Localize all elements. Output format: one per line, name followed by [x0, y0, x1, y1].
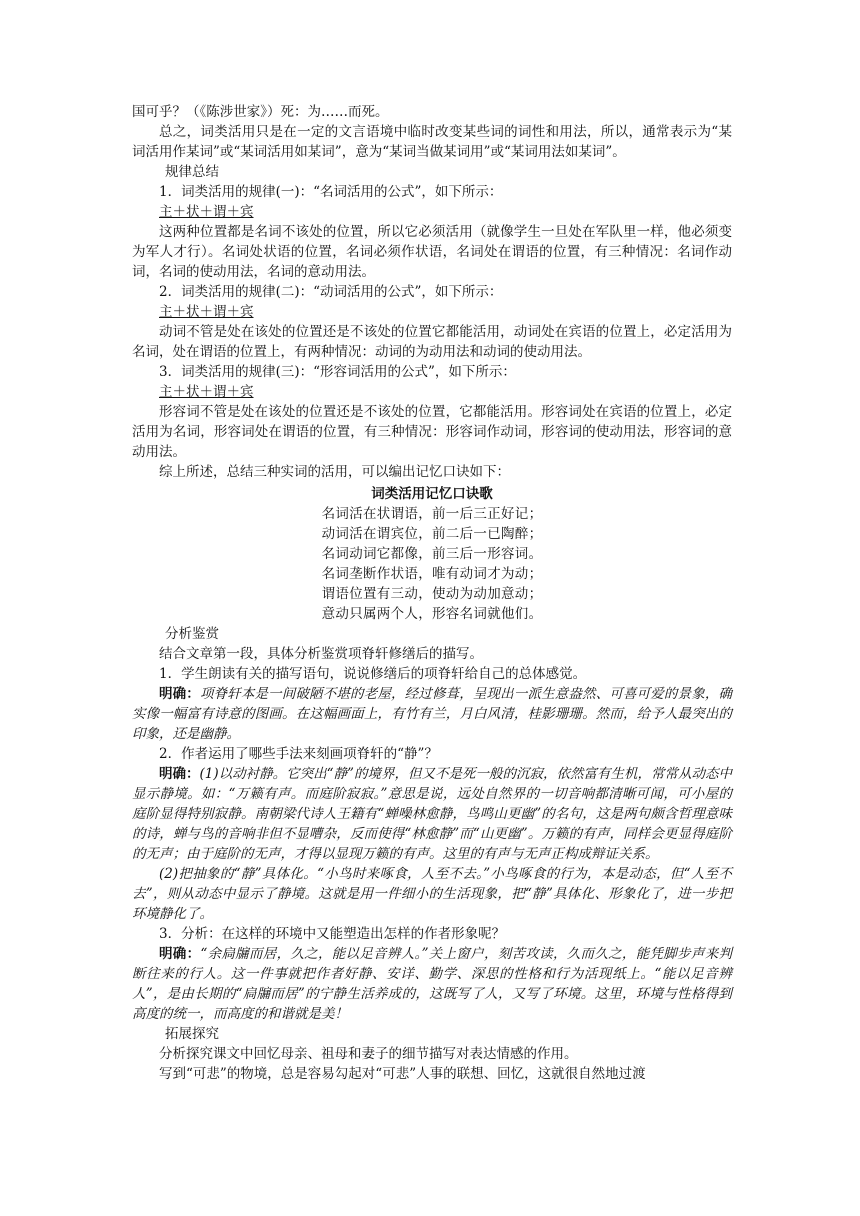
song-line: 动词活在谓宾位，前二后一已陶醉；	[321, 526, 543, 542]
paragraph: 国可乎？（《陈涉世家》）死：为……而死。	[132, 104, 389, 120]
paragraph: 分析探究课文中回忆母亲、祖母和妻子的细节描写对表达情感的作用。	[159, 1046, 578, 1062]
answer-label: 明确：	[159, 766, 200, 782]
rule-title: 3．词类活用的规律(三)：“形容词活用的公式”，如下所示：	[159, 364, 516, 380]
answer-label: 明确：	[159, 686, 200, 702]
paragraph: 动词不管是处在该处的位置还是不该处的位置它都能活用，动词处在宾语的位置上，必定活用为名词，处在谓语的位置上，有两种情况：动词的为动用法和动词的使动用法。	[132, 324, 732, 360]
rule-title: 2．词类活用的规律(二)：“动词活用的公式”，如下所示：	[159, 284, 503, 300]
section-heading: 分析鉴赏	[165, 626, 219, 642]
answer-label: 明确：	[159, 946, 201, 962]
answer-text: 项脊轩本是一间破陋不堪的老屋，经过修葺，呈现出一派生意盎然、可喜可爱的景象，确实像一幅富有诗意的图画。在这幅画面上，有竹有兰，月白风清，桂影珊珊。然而，给予人最突出的印象，还是幽静。	[132, 686, 733, 742]
answer-continued: (2)把抽象的“静”具体化。“小鸟时来啄食，人至不去。”小鸟啄食的行为，本是动态，但“人至不去”，则从动态中显示了静境。这就是用一件细小的生活现象，把“静”具体化、形象化了，进一步把环境静化了。	[132, 866, 732, 922]
paragraph: 形容词不管是处在该处的位置还是不该处的位置，它都能活用。形容词处在宾语的位置上，必定活用为名词，形容词处在谓语的位置，有三种情况：形容词作动词，形容词的使动用法，形容词的意动用法。	[132, 404, 732, 460]
song-line: 名词动词它都像，前三后一形容词。	[321, 546, 543, 562]
document-page	[132, 102, 732, 1084]
rule-formula	[132, 382, 732, 402]
rule-formula	[132, 302, 732, 322]
answer	[132, 764, 732, 864]
paragraph: 总之，词类活用只是在一定的文言语境中临时改变某些词的词性和用法，所以，通常表示为“某词活用作某词”或“某词活用如某词”，意为“某词当做某词用”或“某词用法如某词”。	[132, 124, 732, 160]
question: 2．作者运用了哪些手法来刻画项脊轩的“静”？	[159, 746, 438, 762]
song-line: 谓语位置有三动，使动为动加意动；	[321, 586, 543, 602]
paragraph: 综上所述，总结三种实词的活用，可以编出记忆口诀如下：	[159, 464, 510, 480]
song-line: 名词垄断作状语，唯有动词才为动；	[321, 566, 543, 582]
question: 3．分析：在这样的环境中又能塑造出怎样的作者形象呢？	[159, 926, 506, 942]
rule-formula	[132, 202, 732, 222]
formula-text: 主＋状＋谓＋宾	[159, 384, 254, 400]
rule-title: 1．词类活用的规律(一)：“名词活用的公式”，如下所示：	[159, 184, 503, 200]
paragraph: 写到“可悲”的物境，总是容易勾起对“可悲”人事的联想、回忆，这就很自然地过渡	[159, 1066, 646, 1082]
song-title: 词类活用记忆口诀歌	[371, 486, 493, 502]
song-line: 名词活在状谓语，前一后三正好记；	[321, 506, 543, 522]
section-heading: 规律总结	[165, 164, 219, 180]
answer-text: “余扃牖而居，久之，能以足音辨人。”关上窗户，刻苦攻读，久而久之，能凭脚步声来判断往来的行人。这一件事就把作者好静、安详、勤学、深思的性格和行为活现纸上。“能以足音辨人”，是由长期的“扃牖而居”的宁静生活养成的，这既写了人，又写了环境。这里，环境与性格得到高度的统一，而高度的和谐就是美！	[132, 946, 732, 1022]
section-heading: 拓展探究	[165, 1026, 219, 1042]
song-line: 意动只属两个人，形容名词就他们。	[321, 606, 543, 622]
answer-text: (1)以动衬静。它突出“静”的境界，但又不是死一般的沉寂，依然富有生机，常常从动态中显示静境。如：“万籁有声。而庭阶寂寂。”意思是说，远处自然界的一切音响都清晰可闻，可小屋的庭阶显得特别寂静。南朝梁代诗人王籍有“蝉噪林愈静，鸟鸣山更幽”的名句，这是两句颇含哲理意味的诗，蝉与鸟的音响非但不显嘈杂，反而使得“林愈静”而“山更幽”。万籁的有声，同样会更显得庭阶的无声；由于庭阶的无声，才得以显现万籁的有声。这里的有声与无声正构成辩证关系。	[132, 766, 732, 862]
formula-text: 主＋状＋谓＋宾	[159, 304, 254, 320]
formula-text: 主＋状＋谓＋宾	[159, 204, 254, 220]
answer	[132, 684, 732, 744]
song-lines	[132, 504, 732, 624]
question: 1．学生朗读有关的描写语句，说说修缮后的项脊轩给自己的总体感觉。	[159, 666, 587, 682]
paragraph: 结合文章第一段，具体分析鉴赏项脊轩修缮后的描写。	[159, 646, 483, 662]
paragraph: 这两种位置都是名词不该处的位置，所以它必须活用（就像学生一旦处在军队里一样，他必须变为军人才行）。名词处状语的位置，名词必须作状语，名词处在谓语的位置，有三种情况：名词作动词，名词的使动用法，名词的意动用法。	[132, 224, 732, 280]
answer	[132, 944, 732, 1024]
